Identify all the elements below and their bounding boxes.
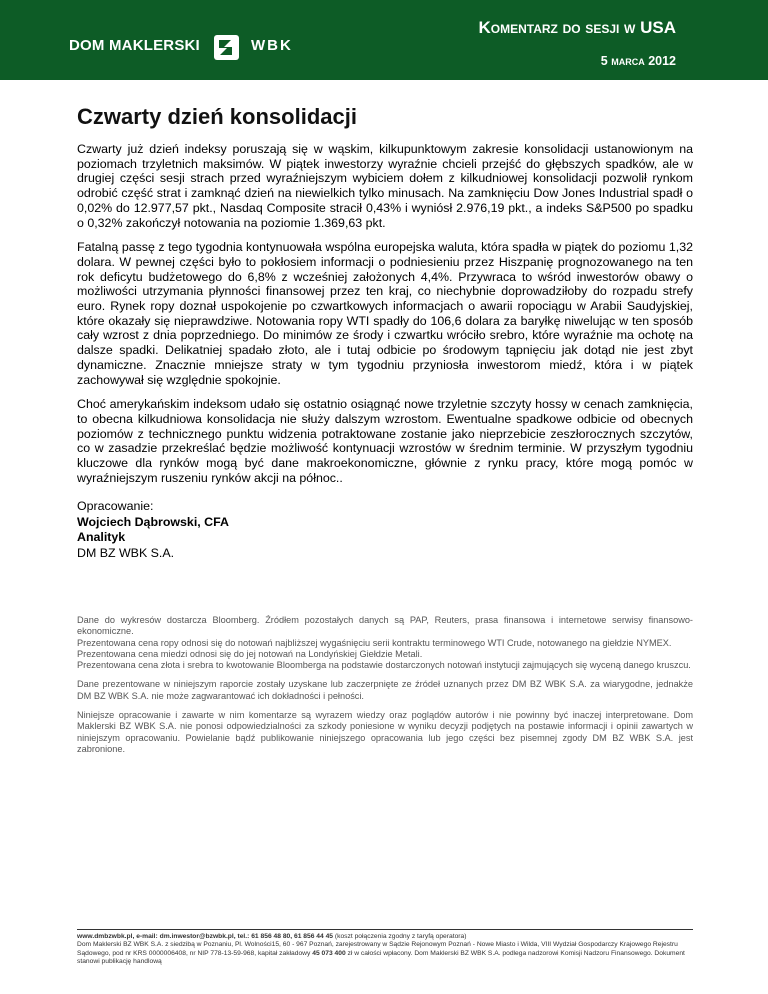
report-header — [0, 0, 768, 80]
footer-contact[interactable]: www.dmbzwbk.pl, e-mail: dm.inwestor@bzwbk.pl, tel.: 61 856 48 80, 61 856 44 45 — [77, 933, 334, 940]
brand-wbk: WBK — [251, 37, 293, 54]
footer-company-text-end: zł w całości wpłacony. Dom Maklerski BZ WBK S.A. podlega nadzorowi Komisji Nadzoru Finansowego. Dokument stanowi publikację handlową — [77, 949, 685, 965]
article-paragraph: Fatalną passę z tego tygodnia kontynuowała wspólna europejska waluta, która spadła w piątek do poziomu 1,32 dolara. W pewnej części było to pokłosiem informacji o podniesieniu przez Hiszpanię prognozowanego na ten rok deficytu budżetowego do 6,8% z wcześniej założonych 4,4%. Przywraca to wśród inwestorów obawy o możliwości utrzymania płynności finansowej przez ten kraj, co niechybnie doprowadziłoby do rozpadu strefy euro. Rynek ropy doznał uspokojenie po czwartkowych informacjach o awarii ropociągu w Arabii Saudyjskiej, które okazały się nieprawdziwe. Notowania ropy WTI spadły do 106,6 dolara za baryłkę niwelując w ten sposób cały wzrost z dnia poprzedniego. Do minimów ze środy i czwartku wróciło srebro, które wyraźnie ma ochotę na dalsze spadki. Delikatniej spadało złoto, ale i tutaj odbicie po środowym tąpnięciu jak dotąd nie jest zbyt dynamiczne. Znacznie mniejsze straty w tym tygodniu przyniosła inwestorom miedź, która i w piątek zachowywał się względnie spokojnie. — [77, 240, 693, 387]
report-date: 5 marca 2012 — [600, 54, 676, 68]
brand-name: DOM MAKLERSKI — [69, 37, 200, 54]
article-paragraph: Choć amerykańskim indeksom udało się ostatnio osiągnąć nowe trzyletnie szczyty hossy w cenach zamknięcia, to obecna kilkudniowa konsolidacja nie służy dalszym wzrostom. Ewentualne spadkowe odbicie od obecnych poziomów z technicznego punktu widzenia potraktowane zostanie jako nieprzebicie zeszłorocznych szczytów, co w zasadzie przekreślać będzie możliwość kontynuacji wzrostów w średnim terminie. W przyszłym tygodniu kluczowe dla rynków mogą być dane makroekonomiczne, głównie z rynku pracy, które mogą pomóc w wyraźniejszym ruszeniu rynków akcji na północ.. — [77, 397, 693, 485]
author-role: Analityk — [77, 530, 126, 545]
article-paragraph: Czwarty już dzień indeksy poruszają się w wąskim, kilkupunktowym zakresie konsolidacji ustanowionym na poziomach trzyletnich maksimów. W piątek inwestorzy wyraźnie chcieli przejść do głębszych spadków, ale w drugiej części sesji strach przed wyraźniejszym wybiciem dołem z kilkudniowej konsolidacji pozwolił rynkom odrobić część strat i zamknąć dzień na niewielkich tylko minusach. Na zamknięciu Dow Jones Industrial spadł o 0,02% do 12.977,57 pkt., Nasdaq Composite stracił 0,43% i wyniósł 2.976,19 pkt., a indeks S&P500 po spadku o 0,32% zakończył notowania na poziomie 1.369,63 pkt. — [77, 142, 693, 230]
bz-logo-icon — [213, 34, 240, 61]
article — [77, 104, 693, 561]
author-label: Opracowanie: — [77, 499, 154, 514]
footer-company-text: Dom Maklerski BZ WBK S.A. z siedzibą w Poznaniu, Pl. Wolności15, 60 - 967 Poznań, zarejestrowany w Sądzie Rejonowym Poznań - Nowe Miasto i Wilda, VIII Wydział Gospodarczy Krajowego Rejestru Sądowego, pod nr KRS 0000006408, nr NIP 778-13-59-968, kapitał zakładowy — [77, 941, 678, 957]
page-footer — [77, 929, 693, 966]
article-title: Czwarty dzień konsolidacji — [77, 104, 357, 129]
disclaimer — [77, 615, 693, 763]
disclaimer-paragraph: Dane prezentowane w niniejszym raporcie zostały uzyskane lub zaczerpnięte ze źródeł uznanych przez DM BZ WBK S.A. za wiarygodne, jednakże DM BZ WBK S.A. nie może zagwarantować ich dokładności i pełności. — [77, 679, 693, 701]
report-title: Komentarz do sesji w USA — [478, 18, 676, 37]
author-company: DM BZ WBK S.A. — [77, 545, 175, 560]
footer-contact-note: (koszt połączenia zgodny z taryfą operatora) — [333, 933, 467, 940]
author-block — [77, 499, 693, 561]
disclaimer-paragraph: Dane do wykresów dostarcza Bloomberg. Źródłem pozostałych danych są PAP, Reuters, prasa finansowa i internetowe serwisy finansowo-ekonomiczne. Prezentowana cena ropy odnosi się do notowań najbliższej wygaśnięciu serii kontraktu terminowego WTI Crude, notowanego na giełdzie NYMEX. Prezentowana cena miedzi odnosi się do jej notowań na Londyńskiej Giełdzie Metali. Prezentowana cena złota i srebra to kwotowanie Bloomberga na podstawie dostarczonych notowań instytucji zajmujących się wyceną danego kruszcu. — [77, 615, 693, 671]
footer-capital: 45 073 400 — [312, 949, 346, 957]
disclaimer-paragraph: Niniejsze opracowanie i zawarte w nim komentarze są wyrazem wiedzy oraz poglądów autorów i nie powinny być inaczej interpretowane. Dom Maklerski BZ WBK S.A. nie ponosi odpowiedzialności za szkody poniesione w wyniku decyzji podjętych na postawie informacji i opinii zawartych w niniejszym opracowaniu. Powielanie bądź publikowanie niniejszego opracowania lub jego części bez pisemnej zgody DM BZ WBK S.A. jest zabronione. — [77, 710, 693, 754]
author-name: Wojciech Dąbrowski, CFA — [77, 514, 229, 529]
